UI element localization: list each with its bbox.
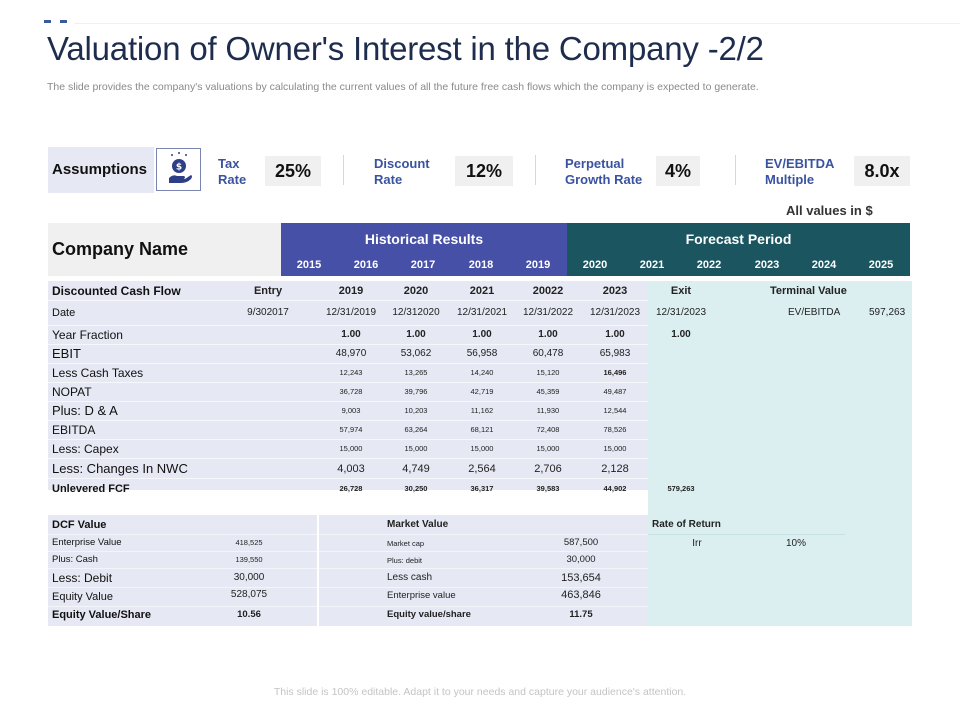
market-value-cell: 11.75: [569, 609, 593, 620]
entry-header: Entry: [253, 285, 283, 297]
row-divider: [48, 568, 317, 569]
terminal-method-label: EV/EBITDA: [788, 307, 841, 318]
year-header: 2018: [468, 259, 494, 271]
table-cell: 72,408: [536, 425, 560, 434]
table-cell: 13,265: [404, 368, 428, 377]
date-cell: 12/31/2023: [589, 307, 641, 318]
table-cell: 60,478: [532, 348, 564, 359]
row-divider: [48, 551, 317, 552]
row-divider: [48, 439, 648, 440]
table-cell: 49,487: [603, 387, 627, 396]
year-header: 2019: [525, 259, 551, 271]
year-fraction-cell: 1.00: [406, 329, 426, 340]
irr-value: 10%: [785, 538, 806, 549]
table-cell: 15,000: [404, 444, 428, 453]
table-cell: 45,359: [536, 387, 560, 396]
assumption-divider: [535, 155, 536, 185]
ev-ebitda-label: EV/EBITDA Multiple: [765, 156, 835, 187]
unlevered-exit-cell: 579,263: [667, 484, 695, 493]
row-label: Less Cash Taxes: [52, 366, 144, 380]
market-value-label: Equity value/share: [387, 609, 471, 620]
row-divider: [48, 606, 317, 607]
money-hand-icon: [156, 148, 201, 191]
table-cell: 56,958: [466, 348, 498, 359]
table-cell: 57,974: [339, 425, 363, 434]
table-cell: 2,706: [534, 463, 562, 475]
table-cell: 15,000: [603, 444, 627, 453]
row-divider: [319, 551, 648, 552]
table-cell: 53,062: [400, 348, 432, 359]
year-fraction-label: Year Fraction: [52, 328, 123, 342]
table-cell: 12,243: [339, 368, 363, 377]
date-cell: 12/31/2021: [456, 307, 508, 318]
row-label: Less: Changes In NWC: [52, 461, 188, 476]
assumption-divider: [735, 155, 736, 185]
table-cell: 15,000: [470, 444, 494, 453]
year-fraction-cell: 1.00: [538, 329, 558, 340]
row-divider: [48, 325, 648, 326]
row-divider: [319, 606, 648, 607]
date-label: Date: [52, 307, 76, 319]
row-divider: [319, 534, 648, 535]
perpetual-growth-value: 4%: [656, 156, 700, 186]
row-label: NOPAT: [52, 385, 92, 399]
table-cell: 26,728: [339, 484, 363, 493]
table-cell: 9,003: [341, 406, 361, 415]
date-cell: 12/31/2022: [522, 307, 574, 318]
company-name-label: Company Name: [52, 239, 189, 259]
market-value-cell: 153,654: [561, 572, 601, 584]
table-cell: 15,000: [536, 444, 560, 453]
column-header: 2020: [403, 285, 429, 297]
market-value-cell: 463,846: [561, 589, 601, 601]
assumptions-label-box: [48, 147, 154, 193]
market-value-label: Less cash: [387, 572, 433, 583]
row-label: EBIT: [52, 346, 81, 361]
forecast-period-label: Forecast Period: [685, 231, 792, 247]
row-divider: [48, 363, 648, 364]
dcf-value-cell: 139,550: [235, 555, 263, 564]
forecast-period-header: [567, 223, 910, 276]
title-accent-mark: [60, 20, 67, 23]
table-cell: 2,564: [468, 463, 496, 475]
row-divider: [48, 534, 317, 535]
svg-text:$: $: [175, 162, 183, 173]
column-header: 2023: [602, 285, 628, 297]
exit-date: 12/31/2023: [655, 307, 707, 318]
year-fraction-exit: 1.00: [671, 329, 691, 340]
table-cell: 4,003: [337, 463, 365, 475]
table-cell: 39,583: [536, 484, 560, 493]
dcf-value-label: Equity Value: [52, 591, 113, 603]
row-divider: [319, 568, 648, 569]
dcf-value-cell: 30,000: [233, 572, 265, 583]
column-header: 20022: [532, 285, 564, 297]
table-cell: 68,121: [470, 425, 494, 434]
dcf-value-label: Plus: Cash: [52, 554, 98, 565]
rate-of-return-title: Rate of Return: [652, 519, 721, 530]
table-cell: 12,544: [603, 406, 627, 415]
table-cell: 36,317: [470, 484, 494, 493]
market-value-cell: 30,000: [566, 554, 596, 565]
dcf-value-cell: 528,075: [230, 589, 268, 600]
ev-ebitda-value: 8.0x: [854, 156, 910, 186]
dcf-value-cell: 10.56: [237, 609, 261, 620]
discount-rate-label: Discount Rate: [374, 156, 430, 187]
column-header: 2019: [338, 285, 364, 297]
row-divider: [648, 534, 845, 535]
tax-rate-value: 25%: [265, 156, 321, 186]
dcf-header-label: Discounted Cash Flow: [52, 284, 181, 298]
row-divider: [48, 420, 648, 421]
units-note: All values in $: [786, 203, 873, 218]
row-label: Plus: D & A: [52, 403, 118, 418]
table-cell: 15,000: [339, 444, 363, 453]
table-cell: 44,902: [603, 484, 627, 493]
historical-results-label: Historical Results: [364, 231, 484, 247]
table-cell: 16,496: [603, 368, 627, 377]
unlevered-fcf-label: Unlevered FCF: [52, 483, 130, 495]
table-cell: 11,930: [536, 406, 560, 415]
title-accent-mark: [44, 20, 51, 23]
dcf-value-label: Less: Debit: [52, 571, 113, 585]
row-label: Less: Capex: [52, 442, 119, 456]
year-header: 2025: [868, 259, 894, 271]
market-value-label: Enterprise value: [387, 590, 456, 601]
page-subtitle: The slide provides the company's valuations by calculating the current values of all the future free cash flows which the company is expected to generate.: [47, 81, 759, 93]
table-cell: 10,203: [404, 406, 428, 415]
column-header: 2021: [469, 285, 495, 297]
entry-date: 9/302017: [247, 307, 289, 318]
perpetual-growth-label: Perpetual Growth Rate: [565, 156, 643, 187]
dcf-value-label: Enterprise Value: [52, 537, 122, 548]
dcf-value-cell: 418,525: [235, 538, 263, 547]
dcf-value-label: Equity Value/Share: [52, 609, 152, 621]
year-header: 2023: [754, 259, 780, 271]
historical-results-header: [281, 223, 567, 276]
year-header: 2017: [410, 259, 436, 271]
table-cell: 39,796: [404, 387, 428, 396]
table-cell: 14,240: [470, 368, 494, 377]
market-value-title: Market Value: [387, 519, 449, 530]
row-divider: [48, 344, 648, 345]
table-cell: 48,970: [335, 348, 367, 359]
year-fraction-cell: 1.00: [605, 329, 625, 340]
year-header: 2015: [296, 259, 322, 271]
assumptions-label: Assumptions: [52, 161, 148, 178]
row-divider: [48, 300, 648, 301]
terminal-value-header: Terminal Value: [770, 285, 847, 297]
table-cell: 15,120: [536, 368, 560, 377]
year-fraction-cell: 1.00: [472, 329, 492, 340]
table-cell: 63,264: [404, 425, 428, 434]
table-cell: 36,728: [339, 387, 363, 396]
footer-note: This slide is 100% editable. Adapt it to your needs and capture your audience's attention.: [273, 686, 687, 698]
year-fraction-cell: 1.00: [341, 329, 361, 340]
year-header: 2021: [639, 259, 665, 271]
assumption-divider: [343, 155, 344, 185]
table-cell: 65,983: [599, 348, 631, 359]
exit-header: Exit: [670, 285, 692, 297]
date-cell: 12/312020: [392, 307, 440, 318]
row-divider: [48, 382, 648, 383]
row-label: EBITDA: [52, 423, 96, 437]
tax-rate-label: Tax Rate: [218, 156, 247, 187]
year-header: 2020: [582, 259, 608, 271]
discount-rate-value: 12%: [455, 156, 513, 186]
table-cell: 78,526: [603, 425, 627, 434]
irr-label: Irr: [692, 538, 702, 549]
top-divider: [74, 23, 960, 24]
table-cell: 30,250: [404, 484, 428, 493]
page-title: Valuation of Owner's Interest in the Company -2/2: [47, 30, 764, 67]
market-value-label: Market cap: [387, 539, 425, 548]
year-header: 2024: [811, 259, 837, 271]
terminal-value: 597,263: [869, 307, 906, 318]
assumptions-bar: [48, 147, 912, 193]
year-header: 2022: [696, 259, 722, 271]
date-cell: 12/31/2019: [325, 307, 377, 318]
year-header: 2016: [353, 259, 379, 271]
market-value-label: Plus: debit: [387, 556, 423, 565]
table-cell: 11,162: [470, 406, 494, 415]
row-divider: [48, 401, 648, 402]
dcf-value-title: DCF Value: [52, 519, 107, 531]
table-cell: 4,749: [402, 463, 430, 475]
table-cell: 42,719: [470, 387, 494, 396]
row-divider: [48, 458, 648, 459]
table-cell: 2,128: [601, 463, 629, 475]
row-divider: [48, 478, 648, 479]
market-value-cell: 587,500: [563, 537, 599, 548]
company-name-header: [48, 223, 281, 276]
